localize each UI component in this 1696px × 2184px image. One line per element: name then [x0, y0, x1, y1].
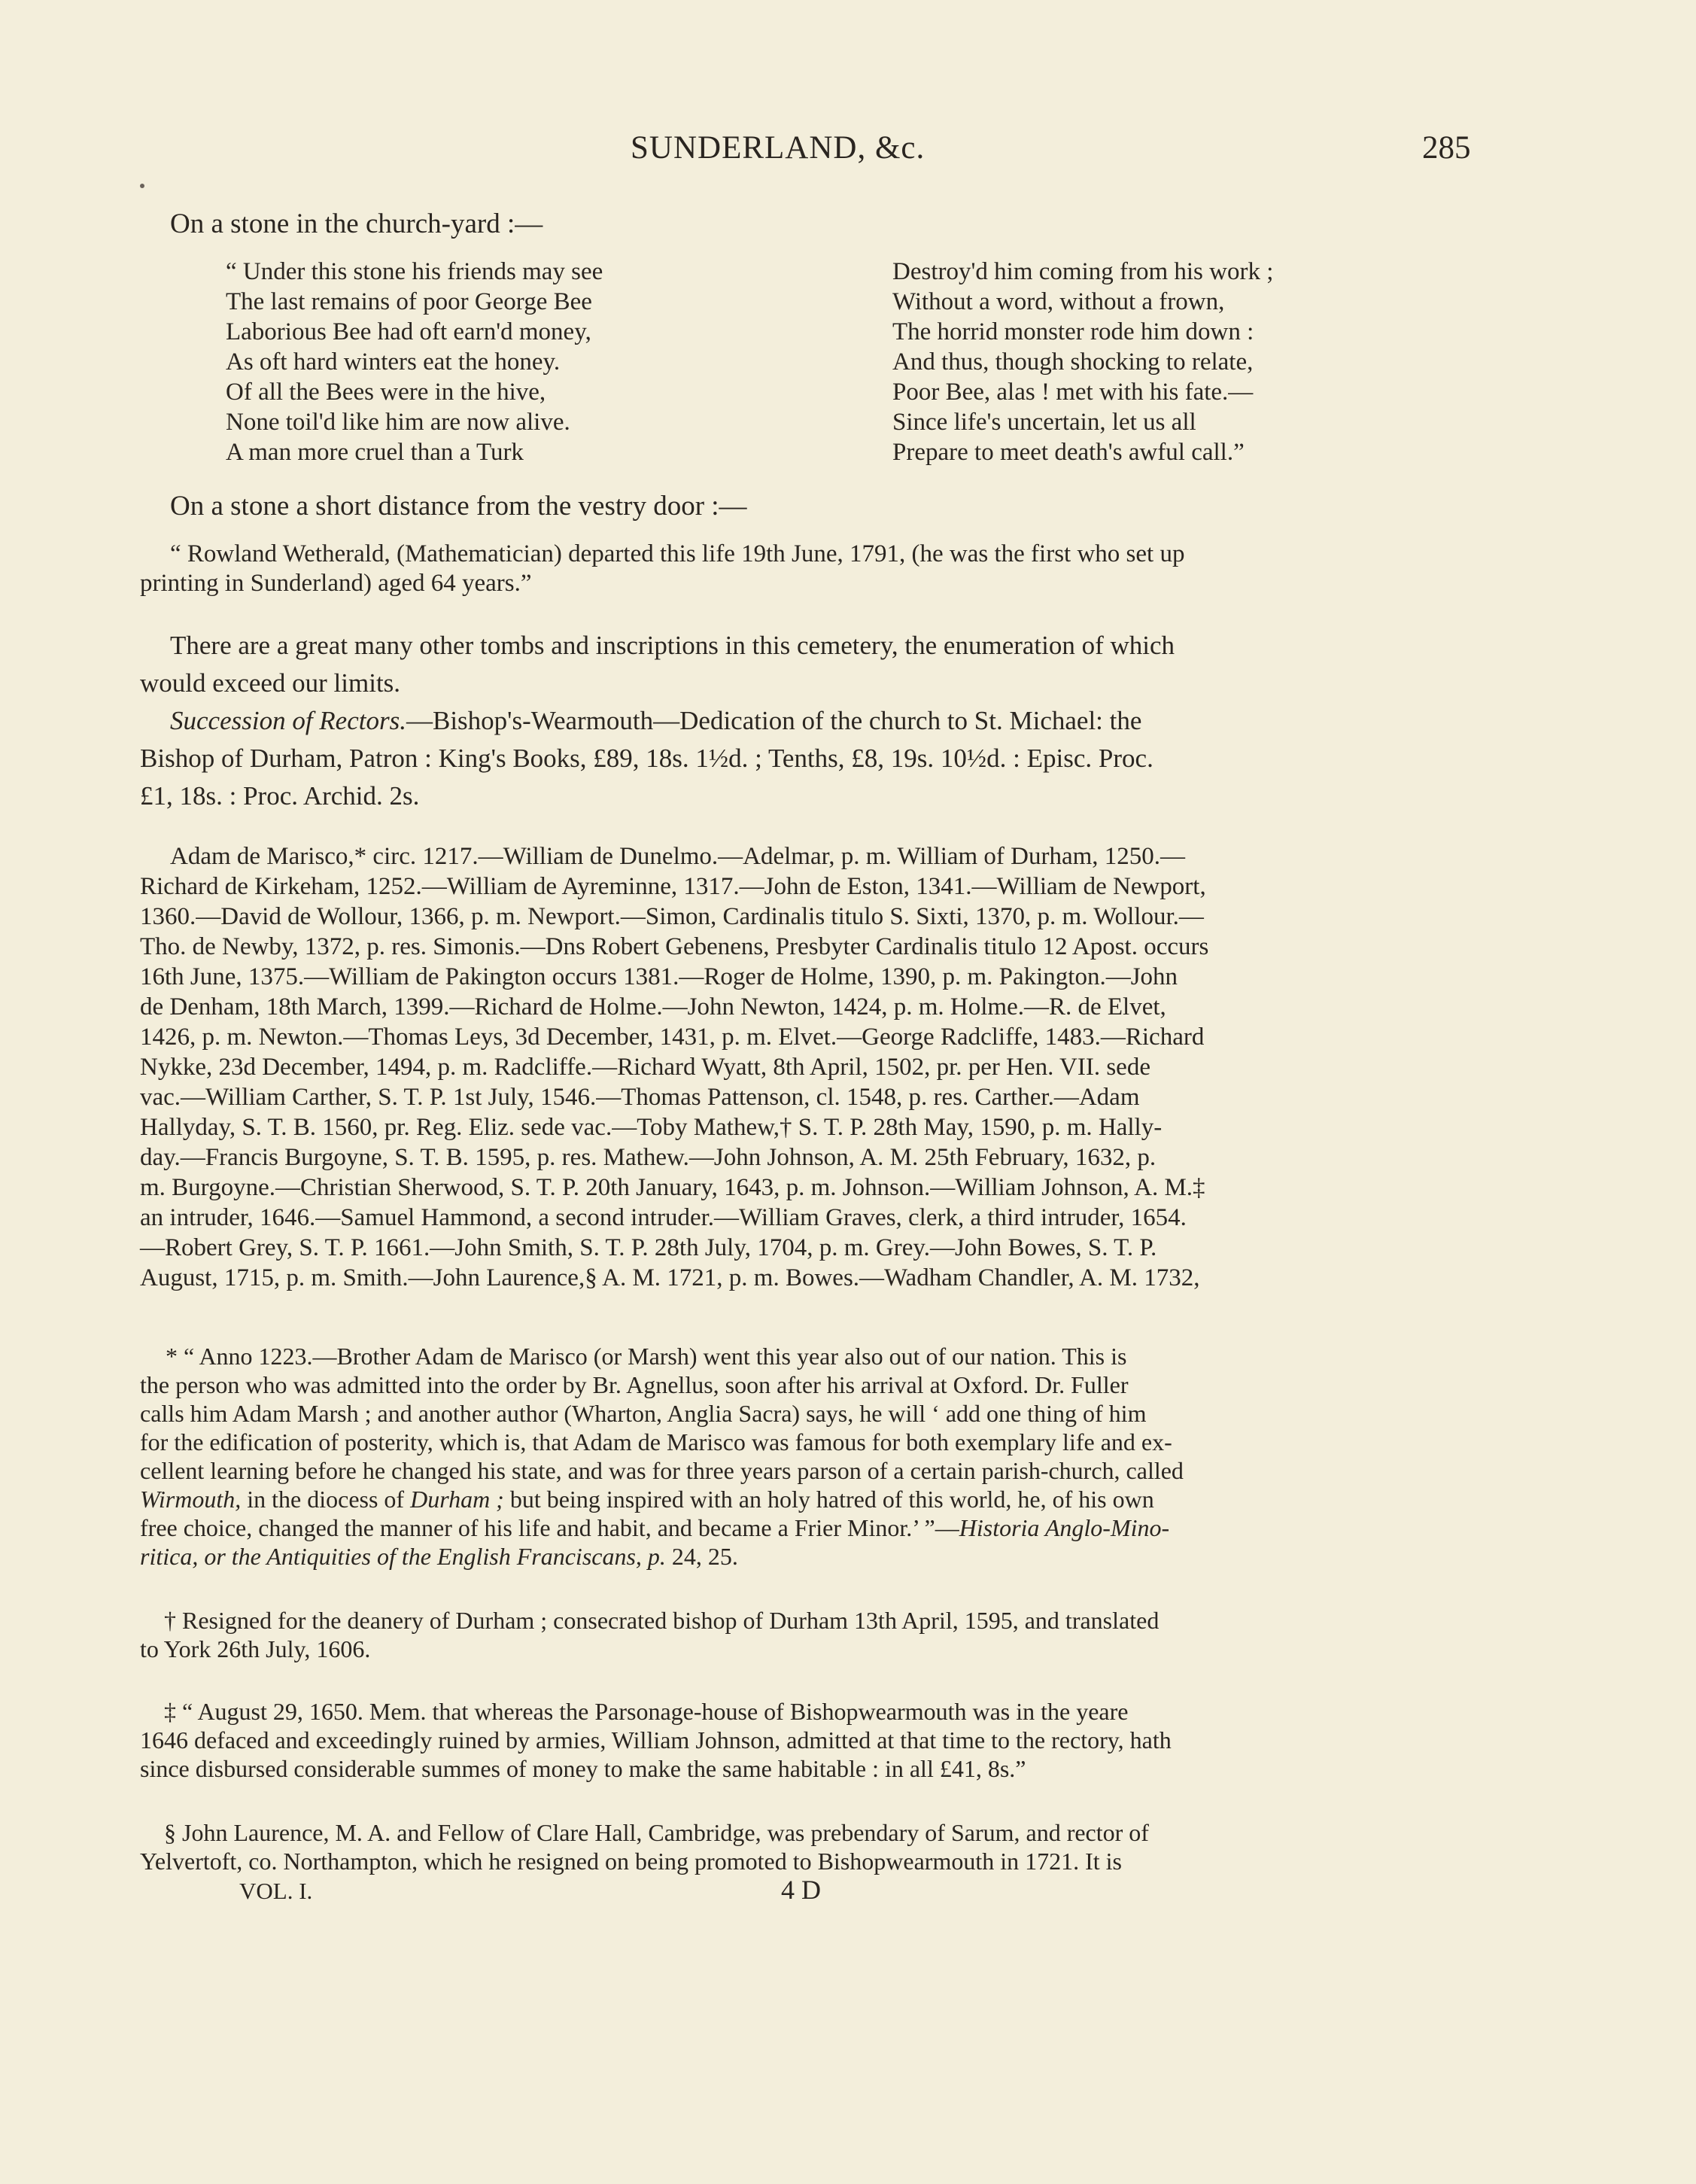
footnote-text: but being inspired with an holy hatred of this world, he, of his own — [503, 1486, 1154, 1513]
paragraph-line: would exceed our limits. — [140, 668, 401, 698]
poem-line: Since life's uncertain, let us all — [892, 409, 1196, 436]
poem-line: None toil'd like him are now alive. — [226, 409, 570, 436]
poem-line: The horrid monster rode him down : — [892, 318, 1254, 345]
footnote-line: since disbursed considerable summes of money to make the same habitable : in all £41, 8s.” — [140, 1755, 1026, 1782]
poem-line: Poor Bee, alas ! met with his fate.— — [892, 379, 1254, 406]
poem-line: Prepare to meet death's awful call.” — [892, 439, 1245, 466]
rector-line: Hallyday, S. T. B. 1560, pr. Reg. Eliz. sede vac.—Toby Mathew,† S. T. P. 28th May, 1590, p. m. Hally- — [140, 1114, 1163, 1141]
ink-dot — [140, 184, 144, 188]
rector-line: Adam de Marisco,* circ. 1217.—William de Dunelmo.—Adelmar, p. m. William of Durham, 1250.— — [170, 843, 1186, 870]
rector-line: Richard de Kirkeham, 1252.—William de Ayreminne, 1317.—John de Eston, 1341.—William de Newport, — [140, 873, 1206, 900]
footnote-line: § John Laurence, M. A. and Fellow of Clare Hall, Cambridge, was prebendary of Sarum, and rector of — [164, 1819, 1149, 1846]
succession-heading: Succession of Rectors. — [170, 706, 406, 735]
footnote-line: † Resigned for the deanery of Durham ; consecrated bishop of Durham 13th April, 1595, and translated — [164, 1607, 1160, 1634]
footnote-line: to York 26th July, 1606. — [140, 1635, 371, 1662]
citation-title: Historia Anglo-Mino- — [959, 1514, 1170, 1541]
volume-label: VOL. I. — [239, 1878, 313, 1904]
footnote-line: ‡ “ August 29, 1650. Mem. that whereas the Parsonage-house of Bishopwearmouth was in the yeare — [164, 1698, 1129, 1725]
rector-line: an intruder, 1646.—Samuel Hammond, a second intruder.—William Graves, clerk, a third intruder, 1654. — [140, 1204, 1187, 1231]
footnote-line: * “ Anno 1223.—Brother Adam de Marisco (or Marsh) went this year also out of our nation. This is — [166, 1343, 1127, 1370]
place-name: Wirmouth, — [140, 1486, 242, 1513]
footnote-line: Yelvertoft, co. Northampton, which he resigned on being promoted to Bishopwearmouth in 1721. It is — [140, 1848, 1122, 1875]
poem-line: As oft hard winters eat the honey. — [226, 348, 561, 376]
citation-title: ritica, or the Antiquities of the English Franciscans, p. — [140, 1543, 666, 1570]
footnote-line: cellent learning before he changed his state, and was for three years parson of a certain parish-church, called — [140, 1457, 1184, 1484]
footnote-line: for the edification of posterity, which is, that Adam de Marisco was famous for both exemplary life and ex- — [140, 1428, 1172, 1455]
footnote-line: the person who was admitted into the order by Br. Agnellus, soon after his arrival at Oxford. Dr. Fuller — [140, 1371, 1129, 1398]
footnote-line: calls him Adam Marsh ; and another author (Wharton, Anglia Sacra) says, he will ‘ add one thing of him — [140, 1400, 1147, 1427]
rector-line: day.—Francis Burgoyne, S. T. B. 1595, p. res. Mathew.—John Johnson, A. M. 25th February, 1632, p. — [140, 1144, 1157, 1171]
footnote-line: 1646 defaced and exceedingly ruined by armies, William Johnson, admitted at that time to the rectory, hath — [140, 1726, 1172, 1754]
section-intro-churchyard: On a stone in the church-yard :— — [170, 208, 543, 239]
rector-line: Nykke, 23d December, 1494, p. m. Radcliffe.—Richard Wyatt, 8th April, 1502, pr. per Hen. VII. sede — [140, 1054, 1150, 1081]
paragraph-line: £1, 18s. : Proc. Archid. 2s. — [140, 781, 420, 811]
poem-line: The last remains of poor George Bee — [226, 288, 592, 315]
poem-line: “ Under this stone his friends may see — [226, 258, 603, 285]
signature-mark: 4 D — [781, 1875, 821, 1905]
footnote-text: 24, 25. — [665, 1543, 738, 1570]
poem-line: And thus, though shocking to relate, — [892, 348, 1254, 376]
succession-text: —Bishop's-Wearmouth—Dedication of the church to St. Michael: the — [406, 706, 1142, 735]
running-header — [0, 129, 1696, 175]
inscription-line: “ Rowland Wetherald, (Mathematician) departed this life 19th June, 1791, (he was the first who set up — [170, 540, 1185, 567]
rector-line: de Denham, 18th March, 1399.—Richard de Holme.—John Newton, 1424, p. m. Holme.—R. de Elvet, — [140, 993, 1166, 1021]
poem-line: A man more cruel than a Turk — [226, 439, 524, 466]
place-name: Durham ; — [410, 1486, 504, 1513]
paragraph-line — [170, 706, 1141, 736]
rector-line: vac.—William Carther, S. T. P. 1st July, 1546.—Thomas Pattenson, cl. 1548, p. res. Carther.—Adam — [140, 1084, 1140, 1111]
poem-line: Laborious Bee had oft earn'd money, — [226, 318, 591, 345]
paragraph-line: Bishop of Durham, Patron : King's Books, £89, 18s. 1½d. ; Tenths, £8, 19s. 10½d. : Episc. Proc. — [140, 744, 1153, 773]
paragraph-line: There are a great many other tombs and inscriptions in this cemetery, the enumeration of which — [170, 631, 1175, 660]
section-intro-vestry: On a stone a short distance from the vestry door :— — [170, 491, 747, 522]
rector-line: Tho. de Newby, 1372, p. res. Simonis.—Dns Robert Gebenens, Presbyter Cardinalis titulo 12 Apost. occurs — [140, 933, 1209, 960]
page-title: SUNDERLAND, &c. — [631, 130, 926, 166]
rector-line: —Robert Grey, S. T. P. 1661.—John Smith, S. T. P. 28th July, 1704, p. m. Grey.—John Bowes, S. T. P. — [140, 1234, 1157, 1261]
footnote-line — [140, 1543, 738, 1571]
rector-line: August, 1715, p. m. Smith.—John Laurence,§ A. M. 1721, p. m. Bowes.—Wadham Chandler, A. M. 1732, — [140, 1264, 1200, 1291]
footnote-line — [140, 1514, 1169, 1542]
inscription-line: printing in Sunderland) aged 64 years.” — [140, 570, 532, 597]
footnote-text: free choice, changed the manner of his life and habit, and became a Frier Minor.’ ”— — [140, 1514, 959, 1541]
page-number: 285 — [1422, 130, 1471, 166]
rector-line: 1426, p. m. Newton.—Thomas Leys, 3d December, 1431, p. m. Elvet.—George Radcliffe, 1483.—Richard — [140, 1024, 1205, 1051]
poem-line: Without a word, without a frown, — [892, 288, 1225, 315]
footnote-line — [140, 1486, 1154, 1513]
poem-line: Destroy'd him coming from his work ; — [892, 258, 1274, 285]
rector-line: 16th June, 1375.—William de Pakington occurs 1381.—Roger de Holme, 1390, p. m. Pakington.—John — [140, 963, 1178, 990]
footnote-text: in the diocess of — [241, 1486, 411, 1513]
rector-line: 1360.—David de Wollour, 1366, p. m. Newport.—Simon, Cardinalis titulo S. Sixti, 1370, p. m. Wollour.— — [140, 903, 1204, 930]
poem-line: Of all the Bees were in the hive, — [226, 379, 546, 406]
rector-line: m. Burgoyne.—Christian Sherwood, S. T. P. 20th January, 1643, p. m. Johnson.—William Johnson, A. M.‡ — [140, 1174, 1205, 1201]
